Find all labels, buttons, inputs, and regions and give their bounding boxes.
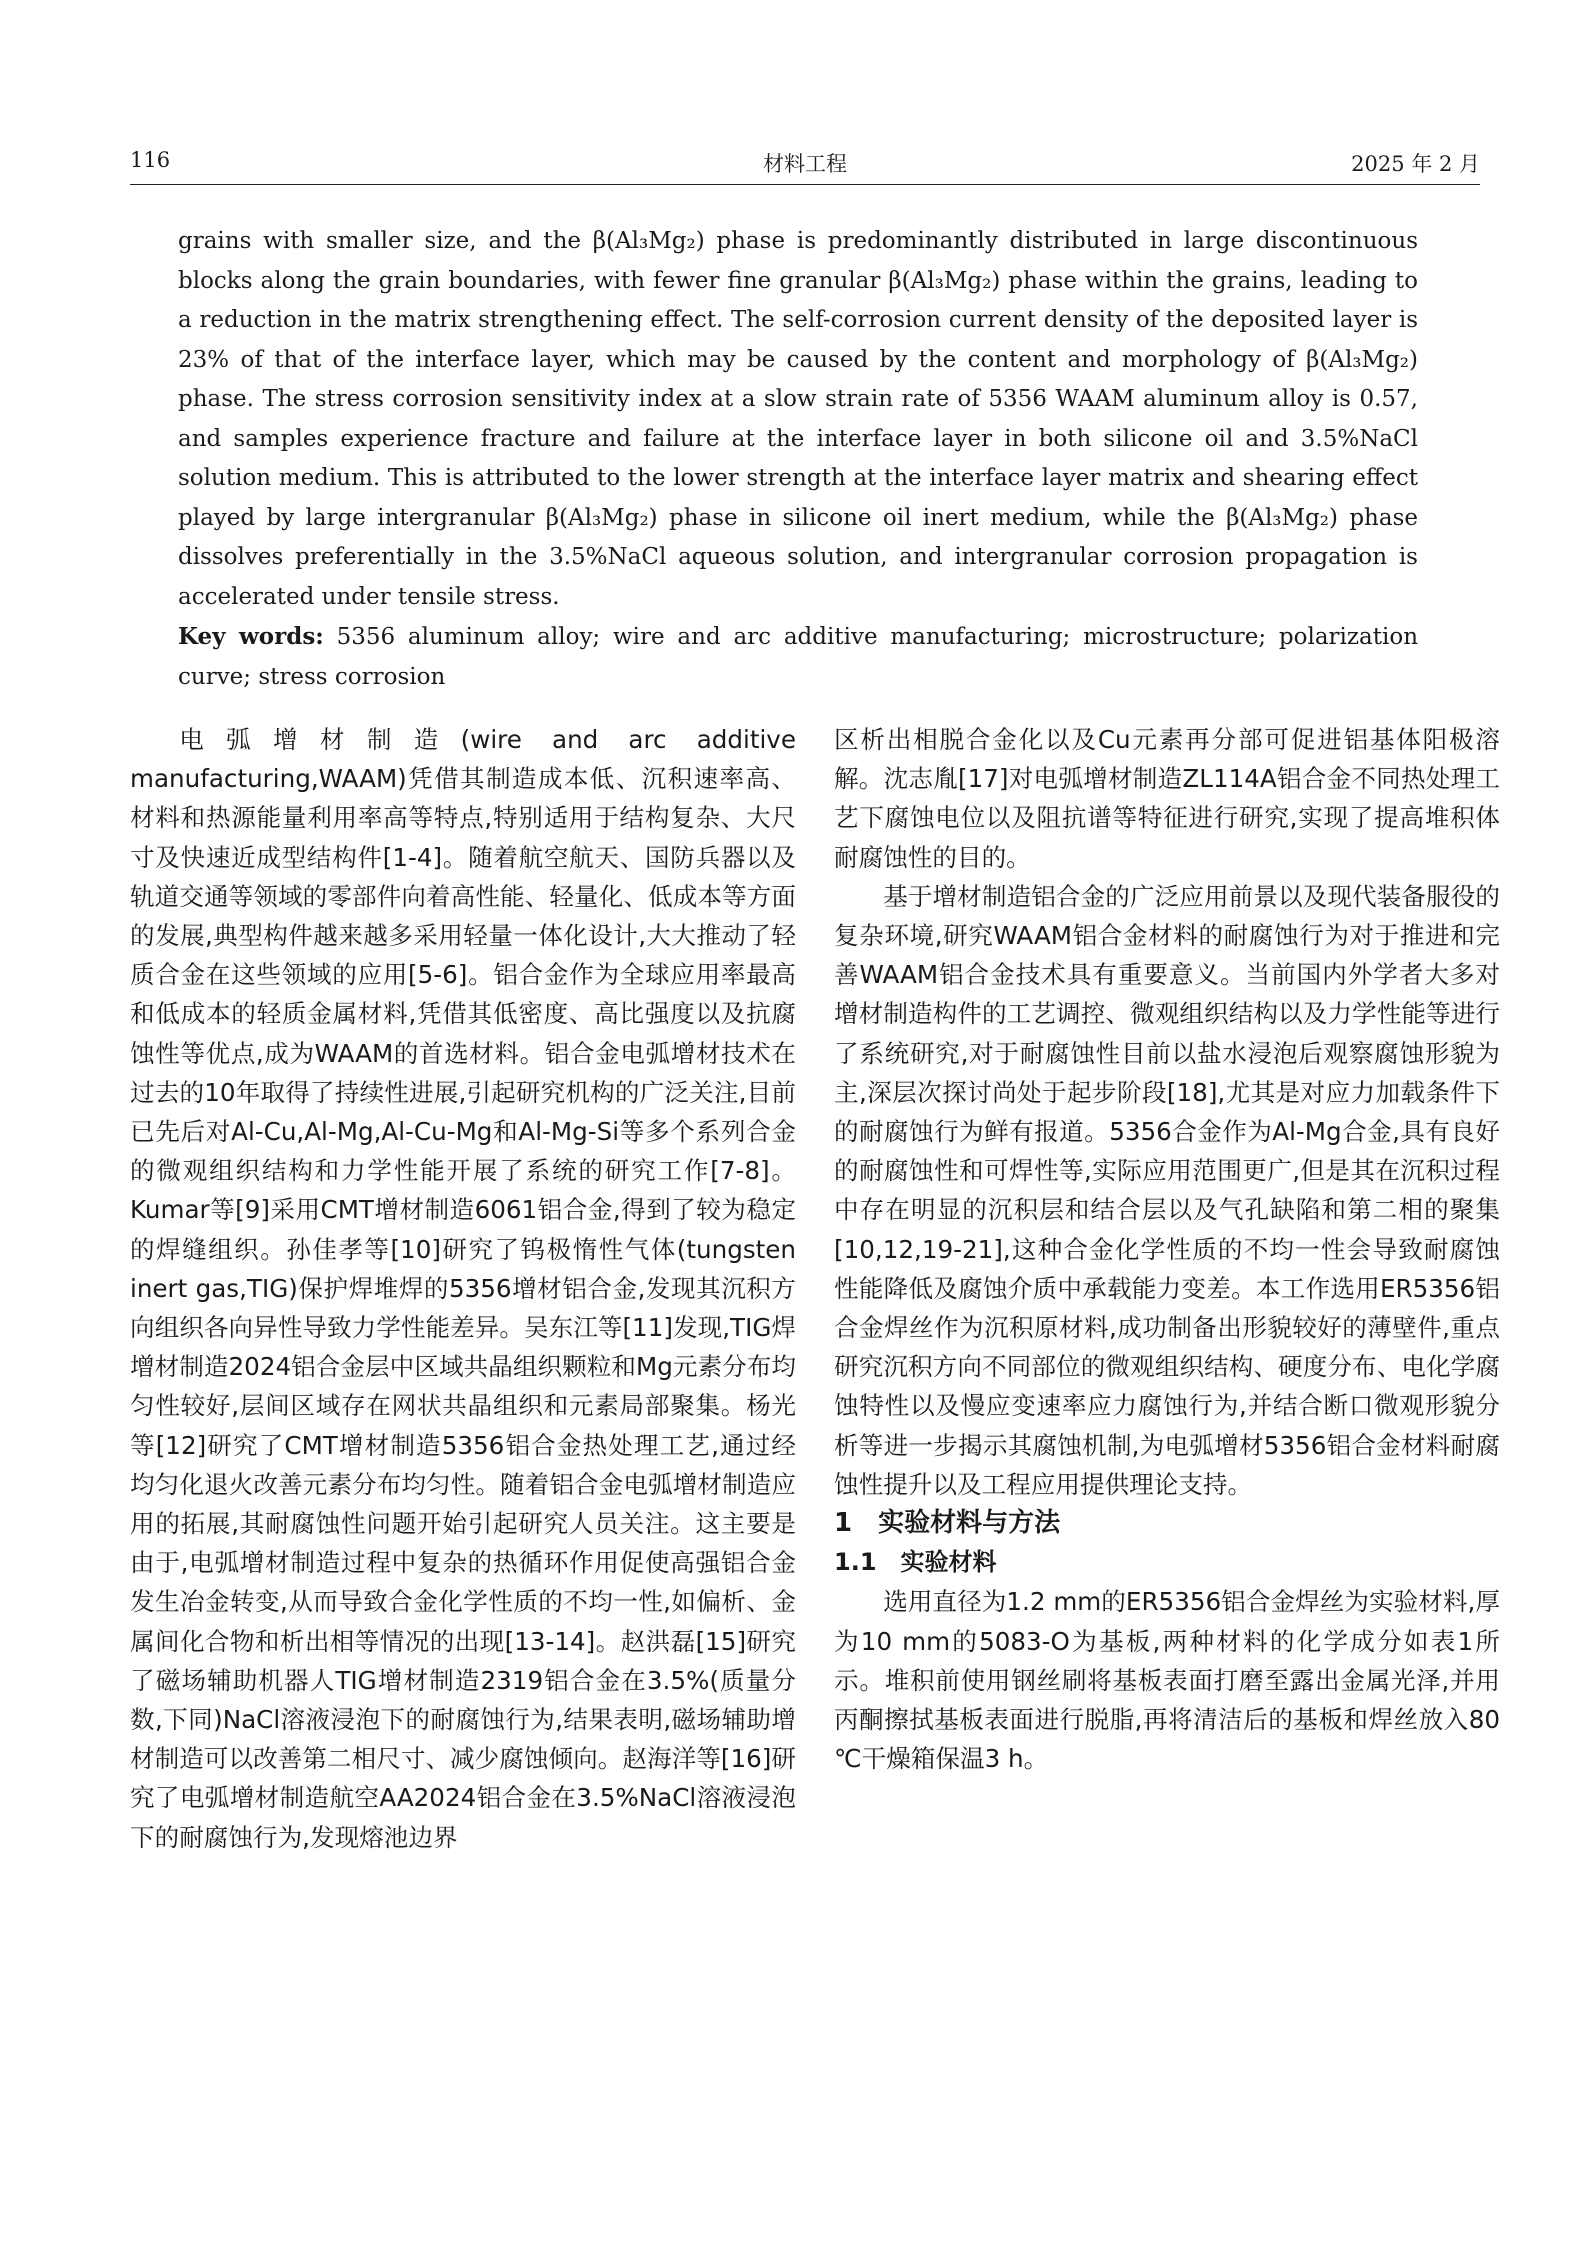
issue-date: 2025 年 2 月 [1351,152,1480,176]
english-abstract [178,222,1418,697]
intro-paragraph-2: 基于增材制造铝合金的广泛应用前景以及现代装备服役的复杂环境,研究WAAM铝合金材料的耐腐蚀行为对于推进和完善WAAM铝合金技术具有重要意义。当前国内外学者大多对增材制造构件的工艺调控、微观组织结构以及力学性能等进行了系统研究,对于耐腐蚀性目前以盐水浸泡后观察腐蚀形貌为主,深层次探讨尚处于起步阶段[18],尤其是对应力加载条件下的耐腐蚀行为鲜有报道。5356合金作为Al-Mg合金,具有良好的耐腐蚀性和可焊性等,实际应用范围更广,但是其在沉积过程中存在明显的沉积层和结合层以及气孔缺陷和第二相的聚集[10,12,19-21],这种合金化学性质的不均一性会导致耐腐蚀性能降低及腐蚀介质中承载能力变差。本工作选用ER5356铝合金焊丝作为沉积原材料,成功制备出形貌较好的薄壁件,重点研究沉积方向不同部位的微观组织结构、硬度分布、电化学腐蚀特性以及慢应变速率应力腐蚀行为,并结合断口微观形貌分析等进一步揭示其腐蚀机制,为电弧增材5356铝合金材料耐腐蚀性提升以及工程应用提供理论支持。 [834,881,1500,1499]
materials-paragraph: 选用直径为1.2 mm的ER5356铝合金焊丝为实验材料,厚为10 mm的5083-O为基板,两种材料的化学成分如表1所示。堆积前使用钢丝刷将基板表面打磨至露出金属光泽,并用丙酮擦拭基板表面进行脱脂,再将清洁后的基板和焊丝放入80 ℃干燥箱保温3 h。 [834,1587,1500,1774]
page-header [130,148,1480,185]
keywords-text: 5356 aluminum alloy; wire and arc additive manufacturing; microstructure; polarization curve; stress corrosion [178,624,1419,690]
keywords-line [178,617,1418,697]
left-column [130,720,796,1857]
right-column [834,720,1500,1778]
section-heading-1: 1 实验材料与方法 [834,1508,1061,1539]
intro-paragraph-1: 电弧增材制造(wire and arc additive manufacturing,WAAM)凭借其制造成本低、沉积速率高、材料和热源能量利用率高等特点,特别适用于结构复杂、大尺寸及快速近成型结构件[1-4]。随着航空航天、国防兵器以及轨道交通等领域的零部件向着高性能、轻量化、低成本等方面的发展,典型构件越来越多采用轻量一体化设计,大大推动了轻质合金在这些领域的应用[5-6]。铝合金作为全球应用率最高和低成本的轻质金属材料,凭借其低密度、高比强度以及抗腐蚀性等优点,成为WAAM的首选材料。铝合金电弧增材技术在过去的10年取得了持续性进展,引起研究机构的广泛关注,目前已先后对Al-Cu,Al-Mg,Al-Cu-Mg和Al-Mg-Si等多个系列合金的微观组织结构和力学性能开展了系统的研究工作[7-8]。Kumar等[9]采用CMT增材制造6061铝合金,得到了较为稳定的焊缝组织。孙佳孝等[10]研究了钨极惰性气体(tungsten inert gas,TIG)保护焊堆焊的5356增材铝合金,发现其沉积方向组织各向异性导致力学性能差异。吴东江等[11]发现,TIG焊增材制造2024铝合金层中区域共晶组织颗粒和Mg元素分布均匀性较好,层间区域存在网状共晶组织和元素局部聚集。杨光等[12]研究了CMT增材制造5356铝合金热处理工艺,通过经均匀化退火改善元素分布均匀性。随着铝合金电弧增材制造应用的拓展,其耐腐蚀性问题开始引起研究人员关注。这主要是由于,电弧增材制造过程中复杂的热循环作用促使高强铝合金发生冶金转变,从而导致合金化学性质的不均一性,如偏析、金属间化合物和析出相等情况的出现[13-14]。赵洪磊[15]研究了磁场辅助机器人TIG增材制造2319铝合金在3.5%(质量分数,下同)NaCl溶液浸泡下的耐腐蚀行为,结果表明,磁场辅助增材制造可以改善第二相尺寸、减少腐蚀倾向。赵海洋等[16]研究了电弧增材制造航空AA2024铝合金在3.5%NaCl溶液浸泡下的耐腐蚀行为,发现熔池边界 [130,725,796,1852]
journal-name: 材料工程 [763,152,847,176]
subsection-heading-1-1: 1.1 实验材料 [834,1548,997,1577]
page-number: 116 [130,148,171,172]
abstract-text: grains with smaller size, and the β(Al₃Mg₂) phase is predominantly distributed in large discontinuous blocks along the grain boundaries, with fewer fine granular β(Al₃Mg₂) phase within the grains, leading to a reduction in the matrix strengthening effect. The self-corrosion current density of the deposited layer is 23% of that of the interface layer, which may be caused by the content and morphology of β(Al₃Mg₂) phase. The stress corrosion sensitivity index at a slow strain rate of 5356 WAAM aluminum alloy is 0.57, and samples experience fracture and failure at the interface layer in both silicone oil and 3.5%NaCl solution medium. This is attributed to the lower strength at the interface layer matrix and shearing effect played by large intergranular β(Al₃Mg₂) phase in silicone oil inert medium, while the β(Al₃Mg₂) phase dissolves preferentially in the 3.5%NaCl aqueous solution, and intergranular corrosion propagation is accelerated under tensile stress. [178,228,1418,610]
intro-paragraph-continued: 区析出相脱合金化以及Cu元素再分部可促进铝基体阳极溶解。沈志胤[17]对电弧增材制造ZL114A铝合金不同热处理工艺下腐蚀电位以及阻抗谱等特征进行研究,实现了提高堆积体耐腐蚀性的目的。 [834,725,1500,872]
keywords-label: Key words: [178,623,324,650]
